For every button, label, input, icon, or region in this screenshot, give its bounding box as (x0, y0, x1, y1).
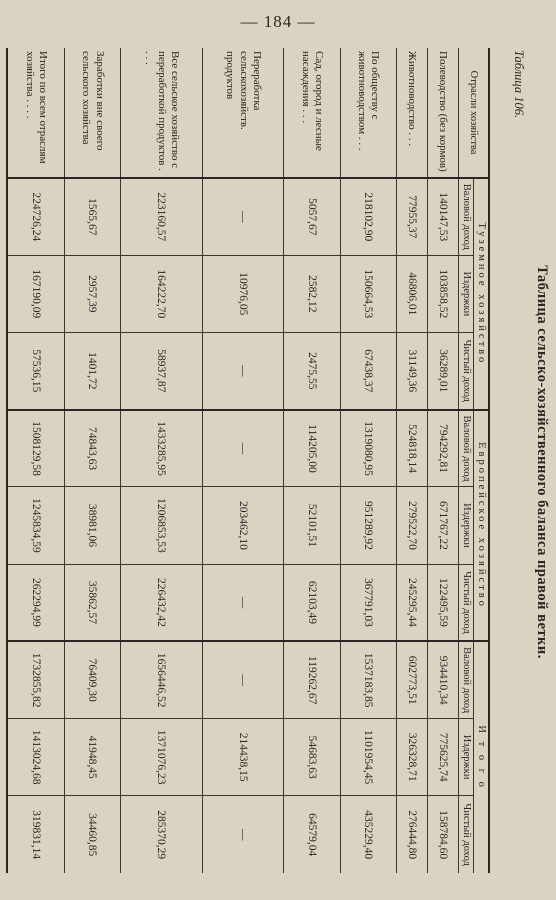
value-cell: 326328,71 (396, 719, 427, 796)
value-cell: 1732855,82 (7, 641, 64, 718)
value-cell: 167190,09 (7, 255, 64, 332)
value-cell: 1433285,95 (121, 410, 203, 487)
value-cell: 245295,44 (396, 564, 427, 641)
value-cell: 524818,14 (396, 410, 427, 487)
sector-cell: По обществу с животноводством . . . (340, 48, 396, 178)
value-cell: — (202, 564, 284, 641)
value-cell: 46806,01 (396, 255, 427, 332)
table-body (7, 48, 458, 873)
value-cell: — (202, 796, 284, 873)
value-cell: 602773,51 (396, 641, 427, 718)
sector-cell: Итого по всем отраслям хозяйства . . . . (7, 48, 64, 178)
value-cell: 1656446,52 (121, 641, 203, 718)
value-cell: 103858,52 (427, 255, 458, 332)
table-row (340, 48, 396, 873)
value-cell: 64579,04 (284, 796, 340, 873)
value-cell: 1413024,68 (7, 719, 64, 796)
value-cell: 285370,29 (121, 796, 203, 873)
value-cell: 122495,59 (427, 564, 458, 641)
subcol-header: Чистый доход (458, 332, 473, 409)
subcol-header: Валовой доход (458, 641, 473, 718)
value-cell: 62103,49 (284, 564, 340, 641)
page-number: — 184 — (240, 12, 316, 31)
value-cell: 1508129,58 (7, 410, 64, 487)
subcol-header: Издержки (458, 719, 473, 796)
value-cell: 1537183,85 (340, 641, 396, 718)
value-cell: 951289,92 (340, 487, 396, 564)
value-cell: 31149,36 (396, 332, 427, 409)
value-cell: 1401,72 (64, 332, 120, 409)
table-row (64, 48, 120, 873)
table-row (396, 48, 427, 873)
value-cell: 1565,67 (64, 178, 120, 255)
value-cell: 435229,40 (340, 796, 396, 873)
table-row (284, 48, 340, 873)
sector-cell: Сад, огород и лесные насаждения . . . (284, 48, 340, 178)
value-cell: 1245834,59 (7, 487, 64, 564)
value-cell: 1206853,53 (121, 487, 203, 564)
value-cell: — (202, 410, 284, 487)
group-header-native: Туземное хозяйство (473, 178, 489, 410)
value-cell: 58937,87 (121, 332, 203, 409)
value-cell: 114205,00 (284, 410, 340, 487)
value-cell: 2957,39 (64, 255, 120, 332)
value-cell: — (202, 332, 284, 409)
value-cell: 223160,57 (121, 178, 203, 255)
value-cell: 262294,99 (7, 564, 64, 641)
value-cell: 38981,06 (64, 487, 120, 564)
value-cell: 52101,51 (284, 487, 340, 564)
value-cell: 57536,15 (7, 332, 64, 409)
sector-cell: Все сельское хозяйство с переработкой продуктов . . . . (121, 48, 203, 178)
value-cell: 77955,37 (396, 178, 427, 255)
value-cell: 158784,60 (427, 796, 458, 873)
value-cell: 54683,63 (284, 719, 340, 796)
sector-cell: Переработка сельскохозяйств. продуктов (202, 48, 284, 178)
value-cell: — (202, 178, 284, 255)
value-cell: 1319080,95 (340, 410, 396, 487)
subcol-header: Валовой доход (458, 178, 473, 255)
subcol-header: Чистый доход (458, 796, 473, 873)
balance-table (6, 48, 490, 873)
value-cell: 35862,57 (64, 564, 120, 641)
value-cell: 5057,67 (284, 178, 340, 255)
group-header-total: И т о г о (473, 641, 489, 873)
sector-cell: Полеводство (без кормов) (427, 48, 458, 178)
table-row (121, 48, 203, 873)
group-header-european: Европейское хозяйство (473, 410, 489, 642)
value-cell: 150664,53 (340, 255, 396, 332)
value-cell: 2475,55 (284, 332, 340, 409)
value-cell: 67438,37 (340, 332, 396, 409)
value-cell: 276444,80 (396, 796, 427, 873)
table-title: Таблица сельско-хозяйственного баланса правой ветки. (534, 265, 550, 659)
value-cell: 203462,10 (202, 487, 284, 564)
subcol-header: Валовой доход (458, 410, 473, 487)
sector-cell: Заработки вне своего сельского хозяйства (64, 48, 120, 178)
value-cell: 671767,22 (427, 487, 458, 564)
value-cell: 164222,70 (121, 255, 203, 332)
sector-header: Отрасли хозяйства (458, 48, 489, 178)
subcol-header: Издержки (458, 255, 473, 332)
value-cell: 214438,15 (202, 719, 284, 796)
value-cell: 36289,01 (427, 332, 458, 409)
value-cell: 934410,34 (427, 641, 458, 718)
table-row (7, 48, 64, 873)
table-row (427, 48, 458, 873)
header-row-groups (473, 48, 489, 873)
subcol-header: Чистый доход (458, 564, 473, 641)
value-cell: 140147,53 (427, 178, 458, 255)
value-cell: — (202, 641, 284, 718)
value-cell: 76409,30 (64, 641, 120, 718)
table-label: Таблица 106. (512, 50, 526, 119)
value-cell: 1101954,45 (340, 719, 396, 796)
value-cell: 367791,03 (340, 564, 396, 641)
balance-table-wrapper (6, 48, 490, 873)
value-cell: 775625,74 (427, 719, 458, 796)
sector-cell: Животноводство . . . (396, 48, 427, 178)
value-cell: 794292,81 (427, 410, 458, 487)
value-cell: 119262,67 (284, 641, 340, 718)
value-cell: 74843,63 (64, 410, 120, 487)
value-cell: 224726,24 (7, 178, 64, 255)
table-row (202, 48, 284, 873)
value-cell: 10976,05 (202, 255, 284, 332)
value-cell: 2582,12 (284, 255, 340, 332)
value-cell: 226432,42 (121, 564, 203, 641)
value-cell: 34460,85 (64, 796, 120, 873)
subcol-header: Издержки (458, 487, 473, 564)
value-cell: 218102,90 (340, 178, 396, 255)
value-cell: 279522,70 (396, 487, 427, 564)
value-cell: 41948,45 (64, 719, 120, 796)
value-cell: 319831,14 (7, 796, 64, 873)
rotated-page-content (0, 42, 556, 882)
value-cell: 1371076,23 (121, 719, 203, 796)
